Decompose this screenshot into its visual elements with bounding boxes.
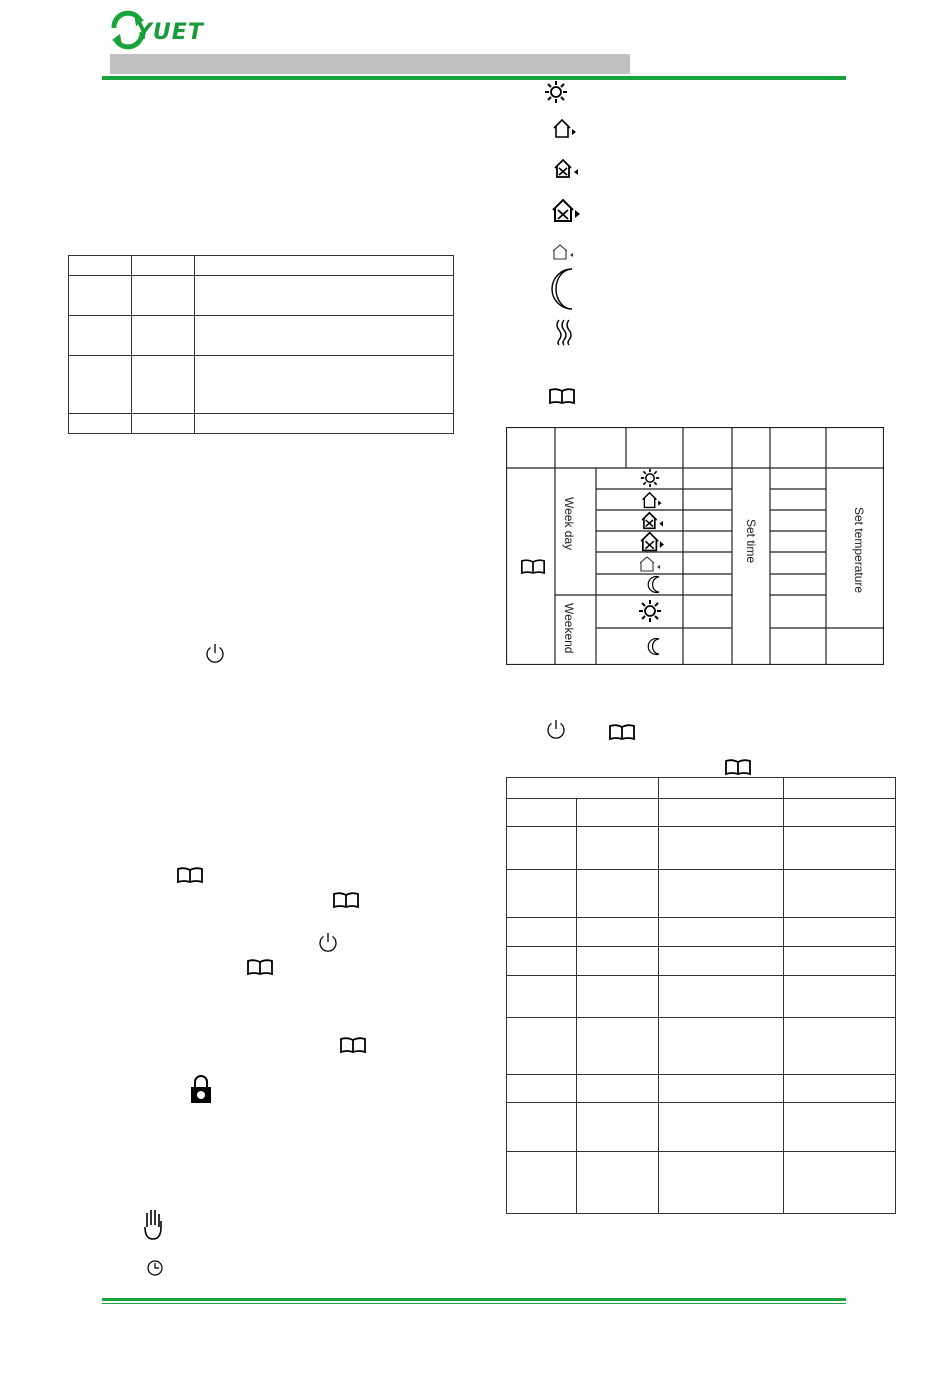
book-icon [339, 1036, 367, 1054]
home-leave-icon [640, 491, 666, 510]
book-icon [548, 387, 576, 405]
power-icon [317, 931, 339, 953]
moon-icon [644, 637, 664, 656]
set-time-label: Set time [744, 519, 758, 564]
moon-icon [548, 266, 580, 312]
book-icon [332, 891, 360, 909]
clock-icon [146, 1259, 164, 1277]
book-icon [246, 958, 274, 976]
book-icon [608, 723, 636, 741]
home-return-icon [551, 243, 577, 261]
footer-rule [102, 1298, 846, 1301]
sun-icon [543, 80, 569, 104]
home-leave-icon [552, 118, 580, 140]
hand-icon [142, 1207, 164, 1241]
left-table [68, 255, 454, 434]
header-bar [110, 54, 630, 74]
home-return-icon [640, 511, 666, 531]
power-icon [204, 642, 226, 664]
home-leave-icon [639, 531, 667, 553]
moon-icon [644, 575, 664, 594]
book-icon [176, 866, 204, 884]
set-temperature-label: Set temperature [852, 507, 866, 594]
weekend-label: Weekend [562, 603, 576, 654]
schedule-table [506, 427, 884, 665]
sun-icon [639, 468, 661, 488]
power-icon [545, 718, 567, 740]
brand-logo [108, 8, 228, 52]
weekday-label: Week day [562, 497, 576, 551]
program-table [506, 777, 896, 1214]
lock-icon [188, 1074, 214, 1104]
brand-name: YUET [136, 20, 204, 45]
heat-waves-icon [553, 318, 575, 346]
home-return-icon [553, 158, 581, 180]
book-icon [520, 558, 546, 575]
home-leave-icon [551, 198, 583, 224]
header-rule [102, 76, 846, 80]
home-return-icon [638, 555, 664, 573]
footer-rule-thin [102, 1303, 846, 1304]
book-icon [724, 758, 752, 776]
sun-icon [637, 599, 663, 623]
